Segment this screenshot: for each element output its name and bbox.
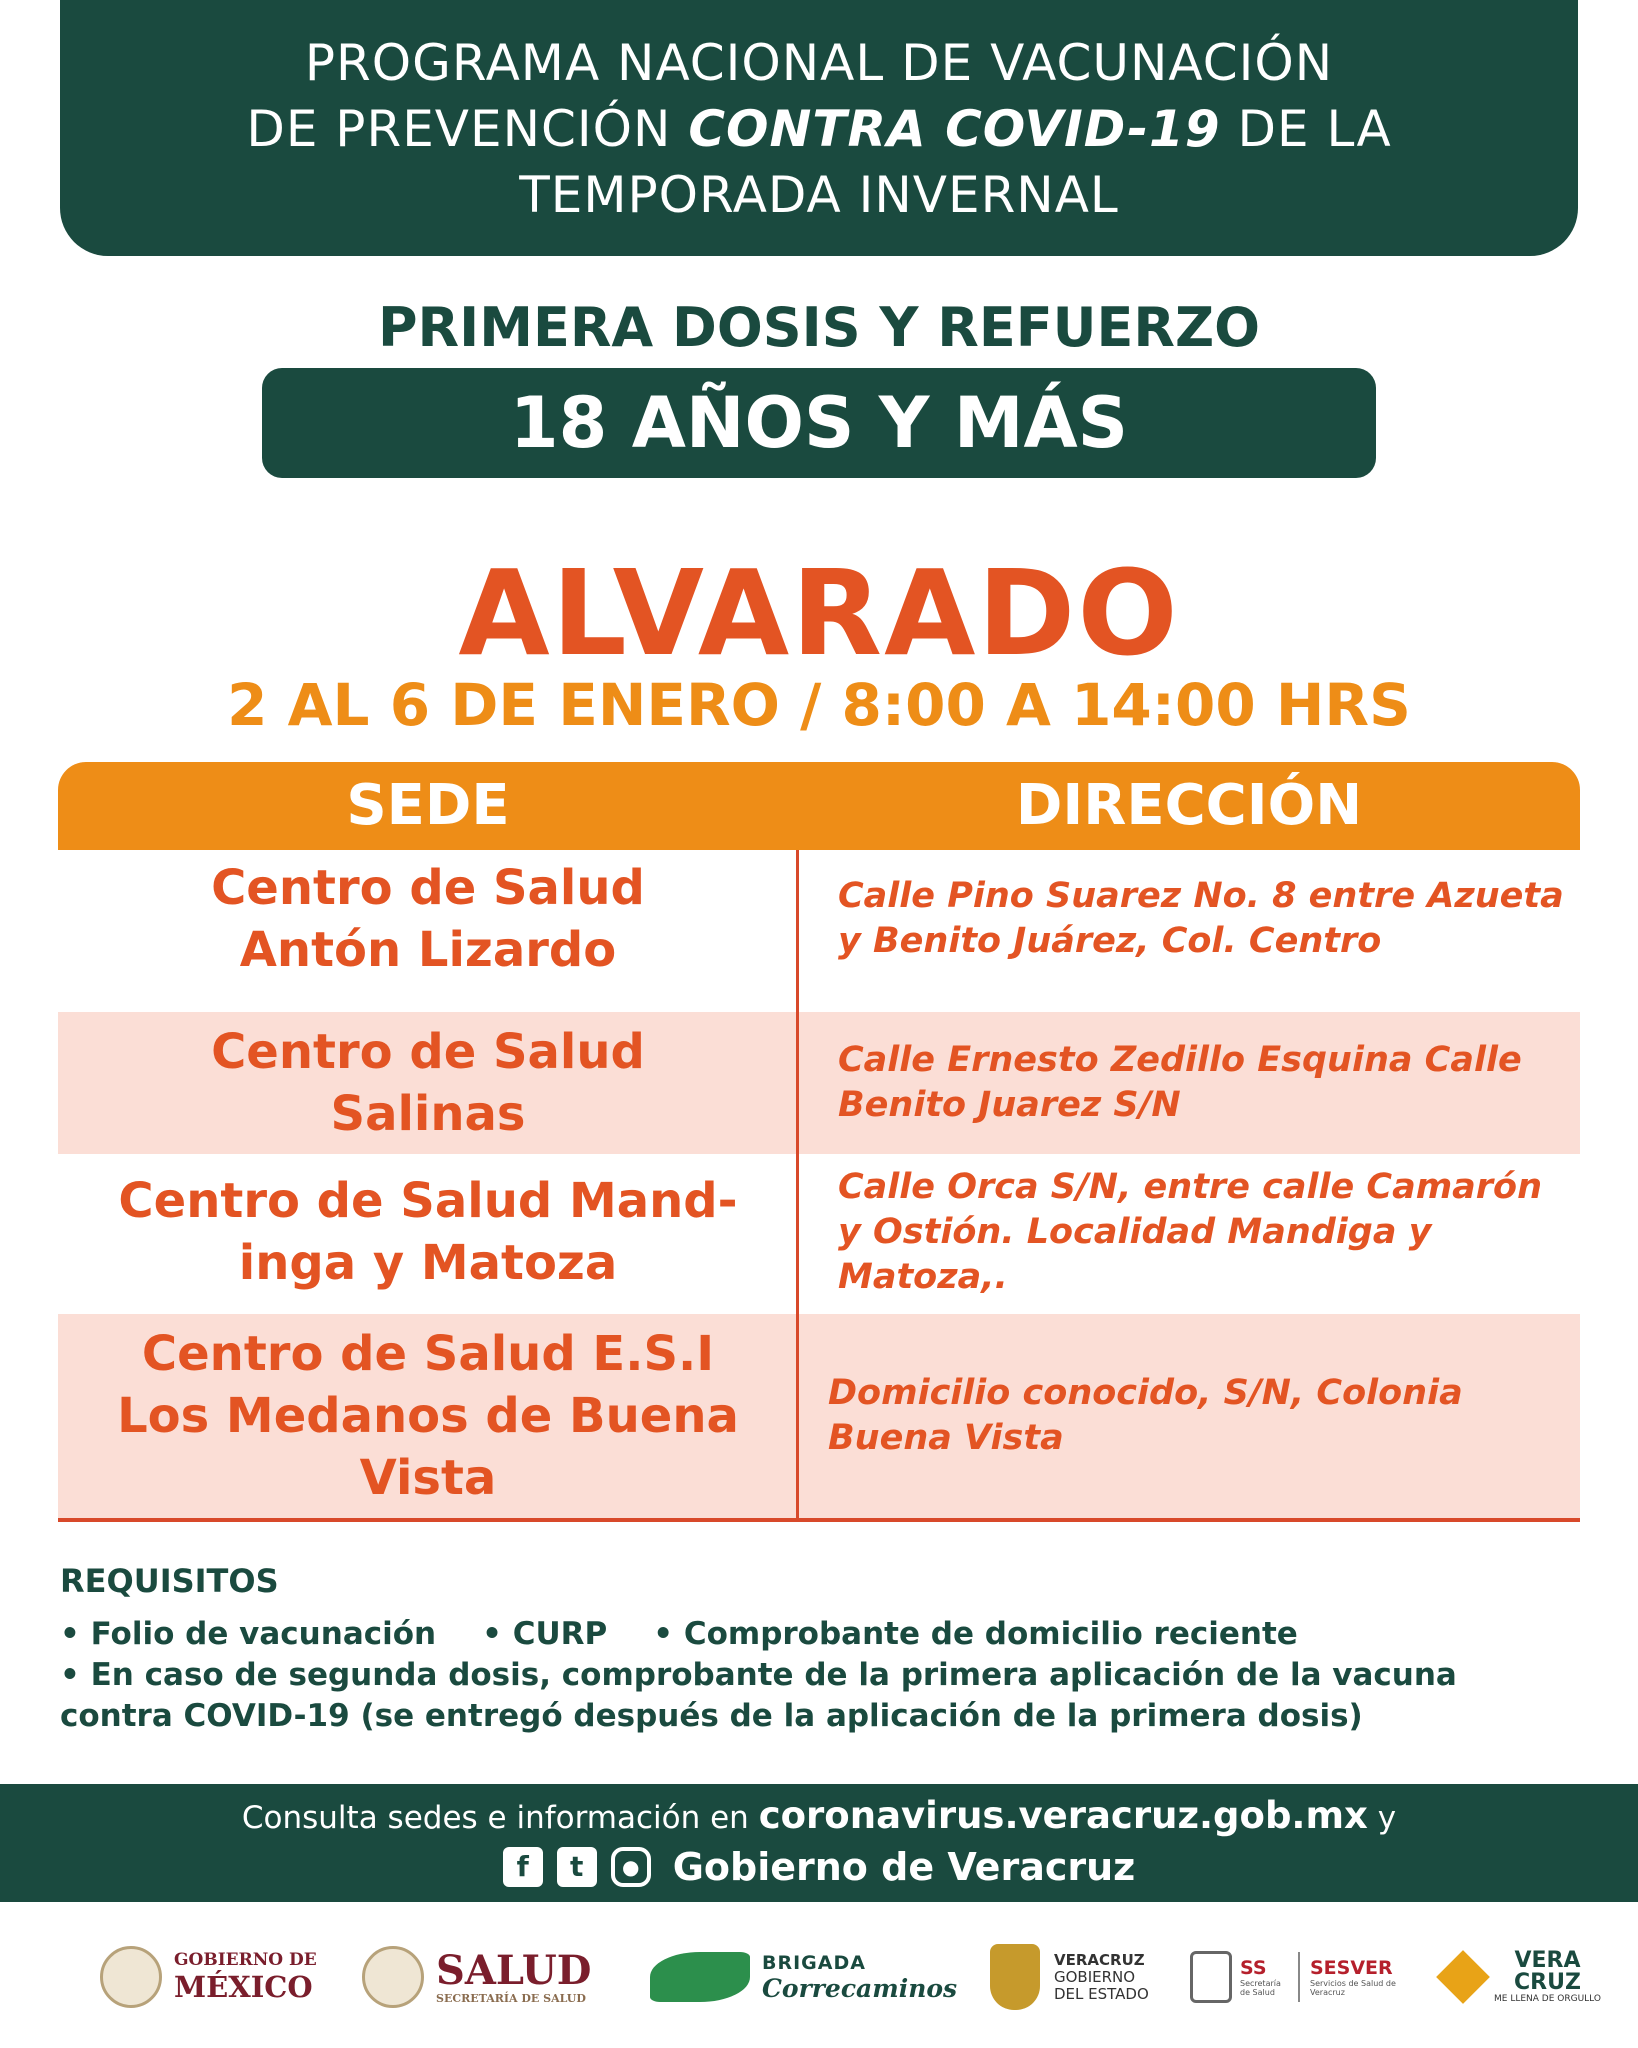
veracruz-logo-2: GOBIERNO bbox=[1054, 1967, 1136, 1986]
footer-y-text: y bbox=[1377, 1800, 1397, 1836]
veracruz-shield-icon bbox=[990, 1944, 1040, 2010]
requirements-title: REQUISITOS bbox=[60, 1562, 279, 1600]
dates-schedule: 2 AL 6 DE ENERO / 8:00 A 14:00 HRS bbox=[227, 671, 1411, 739]
brigada-logo-main: Correcaminos bbox=[762, 1973, 958, 2003]
req-item-domicilio: • Comprobante de domicilio reciente bbox=[653, 1616, 1298, 1652]
header-banner bbox=[60, 0, 1578, 256]
sede-cell: Centro de Salud Mand-inga y Matoza bbox=[118, 1173, 738, 1291]
ss-sesver-logo bbox=[1190, 1922, 1400, 2032]
header-line-3: TEMPORADA INVERNAL bbox=[519, 166, 1119, 224]
header-line-2-pre: DE PREVENCIÓN bbox=[246, 100, 672, 158]
cruz-logo-text: CRUZ bbox=[1514, 1970, 1581, 1995]
roadrunner-icon bbox=[650, 1952, 750, 2002]
direccion-cell: Domicilio conocido, S/N, Colonia Buena Vista bbox=[828, 1373, 1463, 1458]
table-row bbox=[58, 1012, 1580, 1154]
ss-logo-sub: Secretaría de Salud bbox=[1240, 1979, 1281, 1997]
table-bottom-border bbox=[58, 1518, 1580, 1522]
eagle-seal-icon bbox=[100, 1946, 162, 2008]
col-header-sede: SEDE bbox=[346, 773, 510, 838]
req-item-folio: • Folio de vacunación bbox=[60, 1616, 437, 1652]
vera-logo-sub: ME LLENA DE ORGULLO bbox=[1494, 1994, 1601, 2004]
requirements-line-1 bbox=[60, 1614, 1580, 1655]
footer-bar bbox=[0, 1784, 1638, 1902]
table-row bbox=[58, 1154, 1580, 1310]
dose-subtitle: PRIMERA DOSIS Y REFUERZO bbox=[377, 296, 1261, 359]
direccion-cell: Calle Pino Suarez No. 8 entre Azueta y Benito Juárez, Col. Centro bbox=[838, 876, 1564, 961]
locations-table bbox=[58, 762, 1580, 1522]
sede-cell: Centro de Salud Salinas bbox=[211, 1024, 645, 1142]
footer-url-link[interactable]: coronavirus.veracruz.gob.mx bbox=[758, 1794, 1368, 1837]
instagram-icon[interactable]: ● bbox=[611, 1847, 651, 1887]
footer-social-line bbox=[0, 1842, 1638, 1892]
city-title: ALVARADO bbox=[458, 544, 1180, 682]
footer-gobierno-text: Gobierno de Veracruz bbox=[672, 1845, 1136, 1889]
sede-cell: Centro de Salud Antón Lizardo bbox=[211, 860, 645, 978]
mexico-logo-main: MÉXICO bbox=[174, 1970, 313, 2004]
brigada-correcaminos-logo bbox=[650, 1922, 957, 2032]
col-header-direccion: DIRECCIÓN bbox=[1015, 773, 1363, 838]
sede-cell: Centro de Salud E.S.I Los Medanos de Buena Vista bbox=[117, 1326, 739, 1506]
salud-logo-main: SALUD bbox=[436, 1946, 592, 1994]
direccion-cell: Calle Ernesto Zedillo Esquina Calle Benito Juarez S/N bbox=[838, 1040, 1522, 1125]
facebook-icon[interactable]: f bbox=[503, 1847, 543, 1887]
vera-logo-text: VERA bbox=[1514, 1948, 1581, 1973]
sesver-logo-sub: Servicios de Salud de Veracruz bbox=[1310, 1979, 1396, 1997]
gobierno-mexico-logo bbox=[100, 1922, 317, 2032]
veracruz-shield-icon bbox=[1190, 1951, 1232, 2003]
req-item-segunda-dosis: • En caso de segunda dosis, comprobante de la primera aplicación de la vacuna contra COVID-19 (se entregó después de la aplicación de la primera dosis) bbox=[60, 1657, 1457, 1734]
table-header bbox=[58, 762, 1580, 850]
logos-strip bbox=[0, 1922, 1638, 2032]
header-line-2-post: DE LA bbox=[1237, 100, 1392, 158]
header-line-1: PROGRAMA NACIONAL DE VACUNACIÓN bbox=[304, 34, 1334, 92]
header-line-2 bbox=[60, 96, 1578, 162]
req-item-curp: • CURP bbox=[482, 1616, 608, 1652]
ss-logo-text: SS bbox=[1240, 1957, 1267, 1979]
brigada-logo-top: BRIGADA bbox=[762, 1951, 866, 1974]
table-row bbox=[58, 850, 1580, 988]
age-badge: 18 AÑOS Y MÁS bbox=[262, 368, 1376, 478]
mexico-logo-top: GOBIERNO DE bbox=[174, 1950, 317, 1970]
veracruz-gobierno-logo bbox=[990, 1922, 1149, 2032]
header-covid-text: CONTRA COVID-19 bbox=[688, 100, 1221, 158]
vera-cruz-logo bbox=[1444, 1922, 1601, 2032]
veracruz-logo-1: VERACRUZ bbox=[1054, 1950, 1145, 1969]
veracruz-logo-3: DEL ESTADO bbox=[1054, 1984, 1149, 2003]
salud-logo bbox=[362, 1922, 591, 2032]
footer-consulta-text: Consulta sedes e información en bbox=[241, 1800, 749, 1836]
salud-logo-sub: SECRETARÍA DE SALUD bbox=[436, 1991, 586, 2005]
footer-consulta-line bbox=[0, 1794, 1638, 1840]
logo-divider bbox=[1298, 1952, 1300, 2002]
sesver-logo-text: SESVER bbox=[1310, 1957, 1393, 1979]
ornament-icon bbox=[1436, 1950, 1490, 2004]
eagle-seal-icon bbox=[362, 1946, 424, 2008]
table-row bbox=[58, 1314, 1580, 1518]
column-divider bbox=[796, 850, 799, 1518]
requirements-section bbox=[60, 1560, 1580, 1737]
direccion-cell: Calle Orca S/N, entre calle Camarón y Ostión. Localidad Mandiga y Matoza,. bbox=[838, 1166, 1543, 1297]
twitter-icon[interactable]: t bbox=[557, 1847, 597, 1887]
